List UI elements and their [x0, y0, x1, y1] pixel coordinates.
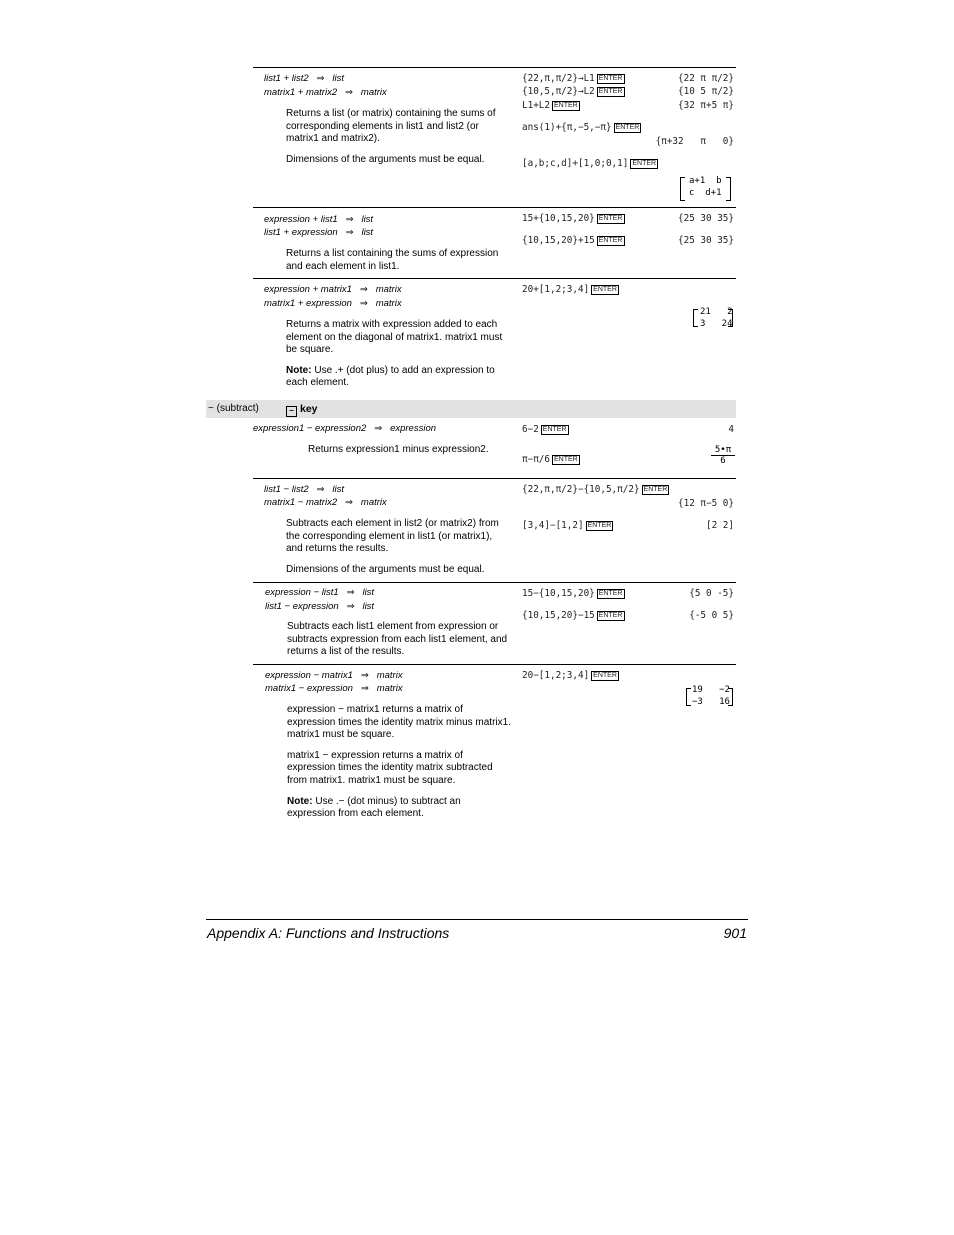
syntax-line: matrix1 − expression ⇒ matrix — [265, 683, 403, 694]
example-input: {10,5,π/2}→L2 ENTER — [522, 86, 623, 97]
syntax-line: list1 + list2 ⇒ list — [264, 73, 345, 84]
matrix-bracket-right — [728, 309, 733, 327]
enter-key-icon: ENTER — [643, 486, 668, 493]
example-result: {5 0 -5} — [689, 588, 734, 599]
example-input: {22,π,π/2}−{10,5,π/2} ENTER — [522, 484, 668, 495]
description: Subtracts each list1 element from expression or subtracts expression from each list1 element, and returns a list of the results. — [287, 621, 508, 658]
description: Returns a list containing the sums of expression and each element in list1. — [286, 248, 499, 272]
syntax-line: list1 − expression ⇒ list — [265, 601, 375, 612]
example-input: 6−2 ENTER — [522, 424, 567, 435]
example-result: {25 30 35} — [678, 235, 734, 246]
enter-key-icon: ENTER — [598, 215, 623, 222]
matrix-bracket-left — [686, 688, 691, 706]
example-input: 15−{10,15,20} ENTER — [522, 588, 623, 599]
example-result: {12 π−5 0} — [678, 498, 734, 509]
enter-key-icon: ENTER — [593, 672, 617, 679]
example-input: {22,π,π/2}→L1 ENTER — [522, 73, 623, 84]
enter-key-icon: ENTER — [598, 612, 623, 619]
example-result: {-5 0 5} — [689, 610, 734, 621]
matrix-result: 21 2 3 24 — [700, 307, 733, 329]
enter-key-icon: ENTER — [615, 124, 640, 131]
syntax-line: matrix1 + matrix2 ⇒ matrix — [264, 87, 387, 98]
note-label: Note: — [286, 364, 312, 376]
example-input: [a,b;c,d]+[1,0;0,1] ENTER — [522, 158, 657, 169]
example-input: π−π/6 ENTER — [522, 454, 578, 465]
enter-key-icon: ENTER — [632, 160, 657, 167]
description: Subtracts each element in list2 (or matrix2) from the corresponding element in list1 (or matrix1), and returns the results. Dimensions of the arguments must be equal. — [286, 518, 499, 575]
page-number: 901 — [723, 925, 747, 941]
syntax-line: expression + matrix1 ⇒ matrix — [264, 284, 402, 295]
enter-key-icon: ENTER — [598, 75, 623, 82]
example-input: L1+L2 ENTER — [522, 100, 578, 111]
footer-title: Appendix A: Functions and Instructions — [207, 925, 450, 941]
example-result: 4 — [728, 424, 734, 435]
example-result: {π+32 π 0} — [655, 136, 734, 147]
syntax-line: matrix1 + expression ⇒ matrix — [264, 298, 402, 309]
syntax-line: expression1 − expression2 ⇒ expression — [253, 423, 437, 434]
description: expression − matrix1 returns a matrix of expression times the identity matrix minus matrix1. matrix1 must be square. matrix1 − expression returns a matrix of expression times the identity matrix subtracted from matrix1. matrix1 must be square. Note: Use .− (dot minus) to subtract an expression from each element. — [287, 704, 511, 820]
example-result: {10 5 π/2} — [678, 86, 734, 97]
example-result: {22 π π/2} — [678, 73, 734, 84]
note-label: Note: — [287, 795, 313, 807]
matrix-result: 19 −2 −3 16 — [692, 685, 730, 707]
example-input: [3,4]−[1,2] ENTER — [522, 520, 612, 531]
enter-key-icon: ENTER — [554, 102, 578, 109]
example-result: [2 2] — [706, 520, 734, 531]
fraction-result: $\frac{5•\pi}{6}$ — [711, 445, 735, 466]
syntax-line: matrix1 − matrix2 ⇒ matrix — [264, 497, 387, 508]
example-input: ans(1)+{π,−5,−π} ENTER — [522, 122, 640, 133]
example-result: {32 π+5 π} — [678, 100, 734, 111]
enter-key-icon: ENTER — [542, 426, 567, 433]
matrix-bracket-left — [680, 177, 685, 201]
matrix-result: a+1 b c d+1 — [689, 176, 722, 198]
description: Returns a list (or matrix) containing the sums of corresponding elements in list1 and list2 (or matrix1 and matrix2). Dimensions of the arguments must be equal. — [286, 108, 496, 165]
matrix-bracket-right — [728, 688, 733, 706]
example-input: {10,15,20}−15 ENTER — [522, 610, 623, 621]
syntax-line: expression − matrix1 ⇒ matrix — [265, 670, 403, 681]
syntax-line: list1 + expression ⇒ list — [264, 227, 374, 238]
example-input: 20−[1,2;3,4] ENTER — [522, 670, 617, 681]
example-input: 20+[1,2;3,4] ENTER — [522, 284, 617, 295]
enter-key-icon: ENTER — [598, 88, 623, 95]
enter-key-icon: ENTER — [598, 237, 623, 244]
enter-key-icon: ENTER — [593, 286, 617, 293]
syntax-line: expression − list1 ⇒ list — [265, 587, 375, 598]
description: Returns a matrix with expression added to each element on the diagonal of matrix1. matrix1 must be square. Note: Use .+ (dot plus) to add an expression to each element. — [286, 319, 503, 389]
syntax-line: expression + list1 ⇒ list — [264, 214, 374, 225]
syntax-line: list1 − list2 ⇒ list — [264, 484, 345, 495]
description: Returns expression1 minus expression2. — [308, 444, 489, 455]
example-input: 15+{10,15,20} ENTER — [522, 213, 623, 224]
example-input: {10,15,20}+15 ENTER — [522, 235, 623, 246]
key-reference: − key — [286, 403, 318, 417]
enter-key-icon: ENTER — [587, 522, 612, 529]
enter-key-icon: ENTER — [554, 456, 578, 463]
enter-key-icon: ENTER — [598, 590, 623, 597]
operator-title: − (subtract) — [208, 403, 259, 414]
matrix-bracket-left — [693, 309, 698, 327]
example-result: {25 30 35} — [678, 213, 734, 224]
minus-key-icon: − — [286, 406, 297, 417]
matrix-bracket-right — [726, 177, 731, 201]
